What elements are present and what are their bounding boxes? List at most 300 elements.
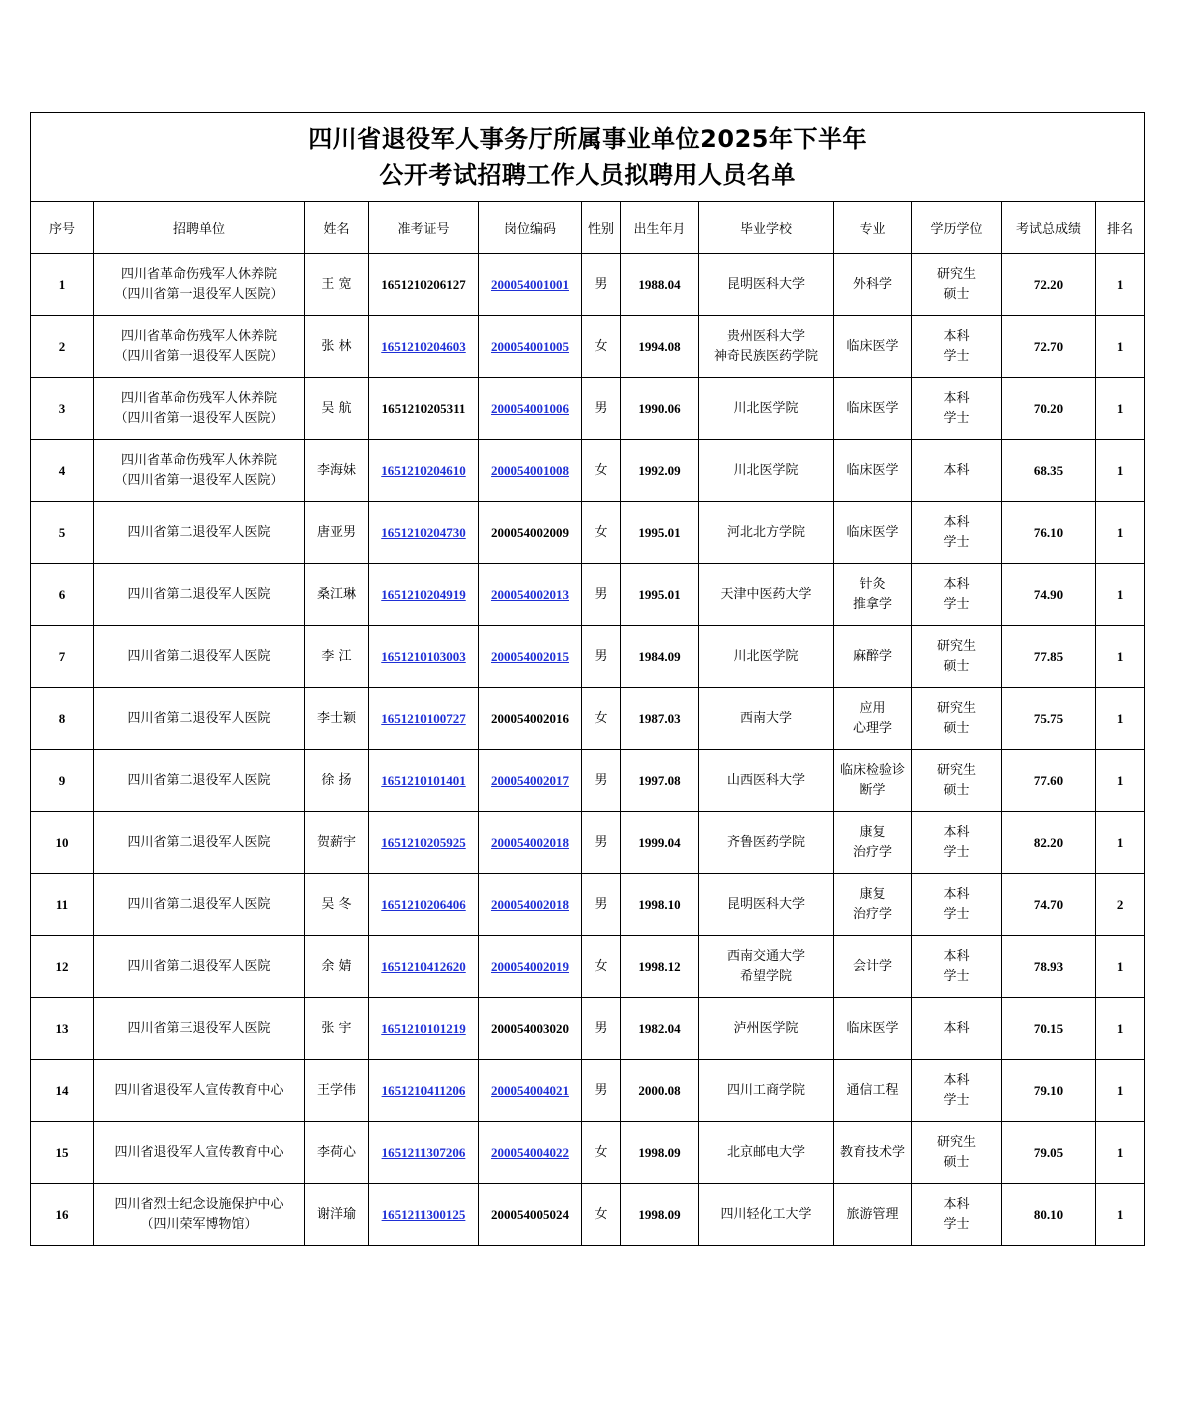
- table-row: [31, 440, 1145, 502]
- school-line: 神奇民族医药学院: [713, 348, 818, 364]
- rank-cell: [1096, 626, 1145, 688]
- rank-cell: [1096, 936, 1145, 998]
- row-number: 8: [58, 710, 66, 726]
- school-line: 山西医科大学: [726, 772, 805, 788]
- row-number: 6: [58, 586, 66, 602]
- total-score: 70.20: [1033, 400, 1064, 416]
- birth-cell: [621, 936, 699, 998]
- birth-date: 1992.09: [638, 462, 681, 478]
- degree-line: 硕士: [943, 286, 970, 302]
- row-number-cell: [31, 812, 94, 874]
- exam-id-cell: [369, 502, 479, 564]
- gender-cell: [582, 1184, 621, 1246]
- school-cell: [699, 688, 834, 750]
- total-score: 79.05: [1033, 1144, 1064, 1160]
- degree-cell: [912, 998, 1002, 1060]
- post-code-link[interactable]: 200054002018: [491, 834, 569, 850]
- major-cell: [834, 378, 912, 440]
- score-cell: [1002, 812, 1096, 874]
- exam-id-link[interactable]: 1651210411206: [381, 1082, 466, 1098]
- school-cell: [699, 626, 834, 688]
- degree-line: 研究生: [936, 266, 976, 282]
- table-row: [31, 626, 1145, 688]
- exam-id-link[interactable]: 1651210101401: [381, 772, 466, 788]
- candidate-name: 徐 扬: [321, 772, 352, 788]
- school-cell: [699, 440, 834, 502]
- unit-cell: [94, 874, 305, 936]
- rank: 2: [1116, 896, 1124, 912]
- degree-line: 研究生: [936, 762, 976, 778]
- gender: 女: [594, 462, 608, 478]
- unit-line: 四川省第二退役军人医院: [127, 896, 271, 912]
- exam-id-cell: [369, 440, 479, 502]
- candidate-name: 李海妹: [316, 462, 356, 478]
- post-code-cell: [479, 1060, 582, 1122]
- gender-cell: [582, 1060, 621, 1122]
- major-cell: [834, 936, 912, 998]
- post-code-cell: [479, 936, 582, 998]
- major-line: 临床检验诊: [839, 762, 905, 778]
- major-line: 麻醉学: [852, 648, 892, 664]
- row-number-cell: [31, 874, 94, 936]
- birth-date: 1984.09: [638, 648, 681, 664]
- total-score: 77.60: [1033, 772, 1064, 788]
- birth-cell: [621, 812, 699, 874]
- header-row: [31, 202, 1145, 254]
- unit-cell: [94, 502, 305, 564]
- school-line: 西南大学: [739, 710, 792, 726]
- table-row: [31, 254, 1145, 316]
- degree-line: 本科: [943, 1072, 970, 1088]
- name-cell: [305, 254, 369, 316]
- degree-cell: [912, 564, 1002, 626]
- birth-cell: [621, 378, 699, 440]
- birth-date: 1998.09: [638, 1206, 681, 1222]
- degree-cell: [912, 936, 1002, 998]
- gender-cell: [582, 440, 621, 502]
- birth-date: 1987.03: [638, 710, 681, 726]
- exam-id-cell: [369, 998, 479, 1060]
- gender: 男: [594, 648, 608, 664]
- score-cell: [1002, 502, 1096, 564]
- post-code-link[interactable]: 200054004021: [491, 1082, 569, 1098]
- row-number: 15: [55, 1144, 69, 1160]
- degree-line: 本科: [943, 576, 970, 592]
- gender-cell: [582, 874, 621, 936]
- name-cell: [305, 812, 369, 874]
- degree-cell: [912, 1060, 1002, 1122]
- unit-cell: [94, 688, 305, 750]
- exam-id-link[interactable]: 1651211300125: [381, 1206, 466, 1222]
- row-number: 11: [55, 896, 69, 912]
- unit-cell: [94, 998, 305, 1060]
- major-cell: [834, 440, 912, 502]
- gender-cell: [582, 564, 621, 626]
- rank-cell: [1096, 998, 1145, 1060]
- exam-id-cell: [369, 626, 479, 688]
- post-code-cell: [479, 564, 582, 626]
- exam-id-cell: [369, 254, 479, 316]
- birth-date: 1988.04: [638, 276, 681, 292]
- unit-line: （四川省第一退役军人医院）: [114, 348, 284, 364]
- major-line: 心理学: [852, 720, 892, 736]
- unit-line: （四川荣军博物馆）: [140, 1216, 258, 1232]
- row-number: 13: [55, 1020, 69, 1036]
- exam-id-cell: [369, 936, 479, 998]
- rank-cell: [1096, 254, 1145, 316]
- exam-id-cell: [369, 316, 479, 378]
- candidate-name: 桑江琳: [316, 586, 356, 602]
- degree-cell: [912, 1184, 1002, 1246]
- major-cell: [834, 688, 912, 750]
- exam-id-link[interactable]: 1651210204919: [381, 586, 466, 602]
- unit-cell: [94, 750, 305, 812]
- gender-cell: [582, 316, 621, 378]
- school-line: 北京邮电大学: [726, 1144, 805, 1160]
- table-row: [31, 1060, 1145, 1122]
- degree-cell: [912, 874, 1002, 936]
- candidate-name: 王学伟: [316, 1082, 356, 1098]
- post-code-cell: [479, 750, 582, 812]
- rank: 1: [1116, 338, 1124, 354]
- rank-cell: [1096, 1060, 1145, 1122]
- post-code-link[interactable]: 200054002018: [491, 896, 569, 912]
- header-school: 毕业学校: [699, 202, 834, 254]
- rank: 1: [1116, 1144, 1124, 1160]
- exam-id-link[interactable]: 1651210100727: [381, 710, 466, 726]
- school-cell: [699, 564, 834, 626]
- degree-line: 本科: [943, 886, 970, 902]
- row-number-cell: [31, 564, 94, 626]
- major-cell: [834, 874, 912, 936]
- post-code-cell: [479, 1122, 582, 1184]
- degree-line: 学士: [943, 906, 970, 922]
- total-score: 79.10: [1033, 1082, 1064, 1098]
- row-number: 14: [55, 1082, 69, 1098]
- name-cell: [305, 936, 369, 998]
- post-code-link[interactable]: 200054001008: [491, 462, 569, 478]
- birth-cell: [621, 254, 699, 316]
- post-code-cell: [479, 316, 582, 378]
- unit-line: 四川省革命伤残军人休养院: [120, 328, 277, 344]
- table-row: [31, 688, 1145, 750]
- post-code-link[interactable]: 200054001006: [491, 400, 569, 416]
- birth-date: 1997.08: [638, 772, 681, 788]
- major-line: 旅游管理: [846, 1206, 899, 1222]
- exam-id-cell: [369, 812, 479, 874]
- degree-line: 硕士: [943, 1154, 970, 1170]
- birth-cell: [621, 750, 699, 812]
- rank-cell: [1096, 564, 1145, 626]
- birth-date: 1999.04: [638, 834, 681, 850]
- exam-id-link[interactable]: 1651210205925: [381, 834, 466, 850]
- unit-line: 四川省第二退役军人医院: [127, 958, 271, 974]
- school-cell: [699, 874, 834, 936]
- post-code: 200054002009: [491, 524, 569, 540]
- post-code-link[interactable]: 200054002015: [491, 648, 569, 664]
- post-code-cell: [479, 378, 582, 440]
- table-row: [31, 1122, 1145, 1184]
- total-score: 77.85: [1033, 648, 1064, 664]
- unit-cell: [94, 626, 305, 688]
- post-code-link[interactable]: 200054002019: [491, 958, 569, 974]
- unit-line: 四川省革命伤残军人休养院: [120, 452, 277, 468]
- degree-line: 硕士: [943, 782, 970, 798]
- major-cell: [834, 502, 912, 564]
- degree-line: 本科: [943, 1020, 970, 1036]
- degree-cell: [912, 502, 1002, 564]
- exam-id-link[interactable]: 1651210103003: [381, 648, 466, 664]
- major-line: 治疗学: [852, 844, 892, 860]
- candidate-name: 李士颖: [316, 710, 356, 726]
- degree-line: 本科: [943, 462, 970, 478]
- birth-cell: [621, 564, 699, 626]
- row-number: 2: [58, 338, 66, 354]
- degree-cell: [912, 688, 1002, 750]
- school-line: 川北医学院: [733, 462, 799, 478]
- row-number: 16: [55, 1206, 69, 1222]
- major-line: 通信工程: [846, 1082, 899, 1098]
- unit-line: 四川省第二退役军人医院: [127, 586, 271, 602]
- major-cell: [834, 254, 912, 316]
- exam-id-link[interactable]: 1651210101219: [381, 1020, 466, 1036]
- rank-cell: [1096, 750, 1145, 812]
- degree-line: 本科: [943, 390, 970, 406]
- gender: 男: [594, 772, 608, 788]
- school-line: 河北北方学院: [726, 524, 805, 540]
- candidate-name: 张 宇: [321, 1020, 352, 1036]
- major-line: 断学: [859, 782, 886, 798]
- gender: 女: [594, 1144, 608, 1160]
- rank-cell: [1096, 812, 1145, 874]
- rank: 1: [1116, 648, 1124, 664]
- exam-id-link[interactable]: 1651211307206: [381, 1144, 466, 1160]
- header-degree: 学历学位: [912, 202, 1002, 254]
- major-line: 康复: [859, 886, 886, 902]
- unit-line: 四川省第二退役军人医院: [127, 834, 271, 850]
- table-row: [31, 936, 1145, 998]
- header-post-code: 岗位编码: [479, 202, 582, 254]
- unit-line: 四川省革命伤残军人休养院: [120, 390, 277, 406]
- gender: 男: [594, 834, 608, 850]
- post-code-link[interactable]: 200054001001: [491, 276, 569, 292]
- table-row: [31, 998, 1145, 1060]
- exam-id-cell: [369, 1060, 479, 1122]
- score-cell: [1002, 1060, 1096, 1122]
- school-line: 希望学院: [739, 968, 792, 984]
- exam-id: 1651210206127: [381, 276, 466, 292]
- gender: 男: [594, 400, 608, 416]
- school-line: 川北医学院: [733, 648, 799, 664]
- table-row: [31, 874, 1145, 936]
- school-cell: [699, 502, 834, 564]
- table-row: [31, 316, 1145, 378]
- exam-id-link[interactable]: 1651210204730: [381, 524, 466, 540]
- rank-cell: [1096, 874, 1145, 936]
- rank: 1: [1116, 834, 1124, 850]
- candidate-name: 王 宽: [321, 276, 352, 292]
- total-score: 80.10: [1033, 1206, 1064, 1222]
- exam-id-cell: [369, 1184, 479, 1246]
- row-number-cell: [31, 316, 94, 378]
- table-row: [31, 750, 1145, 812]
- post-code-cell: [479, 502, 582, 564]
- unit-cell: [94, 378, 305, 440]
- gender: 女: [594, 524, 608, 540]
- candidate-name: 李荷心: [316, 1144, 356, 1160]
- unit-line: 四川省退役军人宣传教育中心: [114, 1082, 284, 1098]
- major-line: 临床医学: [846, 524, 899, 540]
- post-code-cell: [479, 1184, 582, 1246]
- unit-cell: [94, 440, 305, 502]
- unit-line: 四川省第二退役军人医院: [127, 524, 271, 540]
- rank: 1: [1116, 1206, 1124, 1222]
- score-cell: [1002, 750, 1096, 812]
- birth-date: 1995.01: [638, 586, 681, 602]
- gender-cell: [582, 1122, 621, 1184]
- header-major: 专业: [834, 202, 912, 254]
- post-code-link[interactable]: 200054001005: [491, 338, 569, 354]
- gender-cell: [582, 626, 621, 688]
- degree-line: 学士: [943, 596, 970, 612]
- exam-id-cell: [369, 378, 479, 440]
- gender: 男: [594, 276, 608, 292]
- table-body: [31, 254, 1145, 1246]
- unit-line: （四川省第一退役军人医院）: [114, 472, 284, 488]
- major-line: 应用: [859, 700, 886, 716]
- total-score: 72.70: [1033, 338, 1064, 354]
- total-score: 72.20: [1033, 276, 1064, 292]
- major-cell: [834, 1122, 912, 1184]
- unit-line: 四川省第三退役军人医院: [127, 1020, 271, 1036]
- degree-cell: [912, 316, 1002, 378]
- hiring-list-table: [30, 112, 1145, 1246]
- major-line: 临床医学: [846, 400, 899, 416]
- major-line: 治疗学: [852, 906, 892, 922]
- row-number: 7: [58, 648, 66, 664]
- row-number-cell: [31, 1122, 94, 1184]
- post-code: 200054002016: [491, 710, 569, 726]
- birth-date: 1998.09: [638, 1144, 681, 1160]
- total-score: 74.90: [1033, 586, 1064, 602]
- major-line: 临床医学: [846, 338, 899, 354]
- major-line: 教育技术学: [839, 1144, 905, 1160]
- exam-id-cell: [369, 564, 479, 626]
- major-cell: [834, 626, 912, 688]
- unit-line: 四川省退役军人宣传教育中心: [114, 1144, 284, 1160]
- name-cell: [305, 1184, 369, 1246]
- name-cell: [305, 378, 369, 440]
- name-cell: [305, 998, 369, 1060]
- gender-cell: [582, 998, 621, 1060]
- score-cell: [1002, 564, 1096, 626]
- school-line: 昆明医科大学: [726, 896, 805, 912]
- degree-line: 学士: [943, 348, 970, 364]
- exam-id-link[interactable]: 1651210412620: [381, 958, 466, 974]
- name-cell: [305, 502, 369, 564]
- name-cell: [305, 1122, 369, 1184]
- header-rank: 排名: [1096, 202, 1145, 254]
- rank: 1: [1116, 276, 1124, 292]
- header-score: 考试总成绩: [1002, 202, 1096, 254]
- exam-id-link[interactable]: 1651210206406: [381, 896, 466, 912]
- gender-cell: [582, 750, 621, 812]
- gender-cell: [582, 254, 621, 316]
- exam-id-link[interactable]: 1651210204610: [381, 462, 466, 478]
- total-score: 74.70: [1033, 896, 1064, 912]
- post-code-link[interactable]: 200054004022: [491, 1144, 569, 1160]
- row-number: 1: [58, 276, 66, 292]
- total-score: 78.93: [1033, 958, 1064, 974]
- school-cell: [699, 812, 834, 874]
- candidate-name: 李 江: [321, 648, 352, 664]
- table-row: [31, 812, 1145, 874]
- row-number: 10: [55, 834, 69, 850]
- unit-line: 四川省烈士纪念设施保护中心: [114, 1196, 284, 1212]
- school-cell: [699, 1184, 834, 1246]
- rank-cell: [1096, 1184, 1145, 1246]
- school-cell: [699, 750, 834, 812]
- post-code-cell: [479, 874, 582, 936]
- school-cell: [699, 936, 834, 998]
- school-line: 齐鲁医药学院: [726, 834, 805, 850]
- total-score: 75.75: [1033, 710, 1064, 726]
- post-code-link[interactable]: 200054002017: [491, 772, 569, 788]
- birth-cell: [621, 688, 699, 750]
- post-code-cell: [479, 688, 582, 750]
- degree-line: 研究生: [936, 1134, 976, 1150]
- major-cell: [834, 812, 912, 874]
- gender-cell: [582, 502, 621, 564]
- degree-line: 本科: [943, 514, 970, 530]
- degree-cell: [912, 1122, 1002, 1184]
- rank: 1: [1116, 1020, 1124, 1036]
- unit-line: 四川省第二退役军人医院: [127, 648, 271, 664]
- major-line: 外科学: [852, 276, 892, 292]
- unit-cell: [94, 936, 305, 998]
- table-row: [31, 502, 1145, 564]
- degree-line: 学士: [943, 968, 970, 984]
- post-code-link[interactable]: 200054002013: [491, 586, 569, 602]
- name-cell: [305, 750, 369, 812]
- rank: 1: [1116, 586, 1124, 602]
- rank: 1: [1116, 1082, 1124, 1098]
- table-row: [31, 378, 1145, 440]
- degree-cell: [912, 626, 1002, 688]
- candidate-name: 谢洋瑜: [316, 1206, 356, 1222]
- gender: 女: [594, 710, 608, 726]
- row-number-cell: [31, 1060, 94, 1122]
- birth-cell: [621, 502, 699, 564]
- degree-line: 硕士: [943, 658, 970, 674]
- name-cell: [305, 316, 369, 378]
- row-number-cell: [31, 1184, 94, 1246]
- score-cell: [1002, 254, 1096, 316]
- major-cell: [834, 564, 912, 626]
- degree-cell: [912, 812, 1002, 874]
- unit-line: （四川省第一退役军人医院）: [114, 410, 284, 426]
- total-score: 70.15: [1033, 1020, 1064, 1036]
- total-score: 76.10: [1033, 524, 1064, 540]
- gender-cell: [582, 936, 621, 998]
- title-line-1: 四川省退役军人事务厅所属事业单位2025年下半年: [308, 125, 867, 153]
- degree-line: 本科: [943, 328, 970, 344]
- exam-id-link[interactable]: 1651210204603: [381, 338, 466, 354]
- post-code-cell: [479, 812, 582, 874]
- birth-date: 2000.08: [638, 1082, 681, 1098]
- unit-line: 四川省第二退役军人医院: [127, 772, 271, 788]
- post-code-cell: [479, 998, 582, 1060]
